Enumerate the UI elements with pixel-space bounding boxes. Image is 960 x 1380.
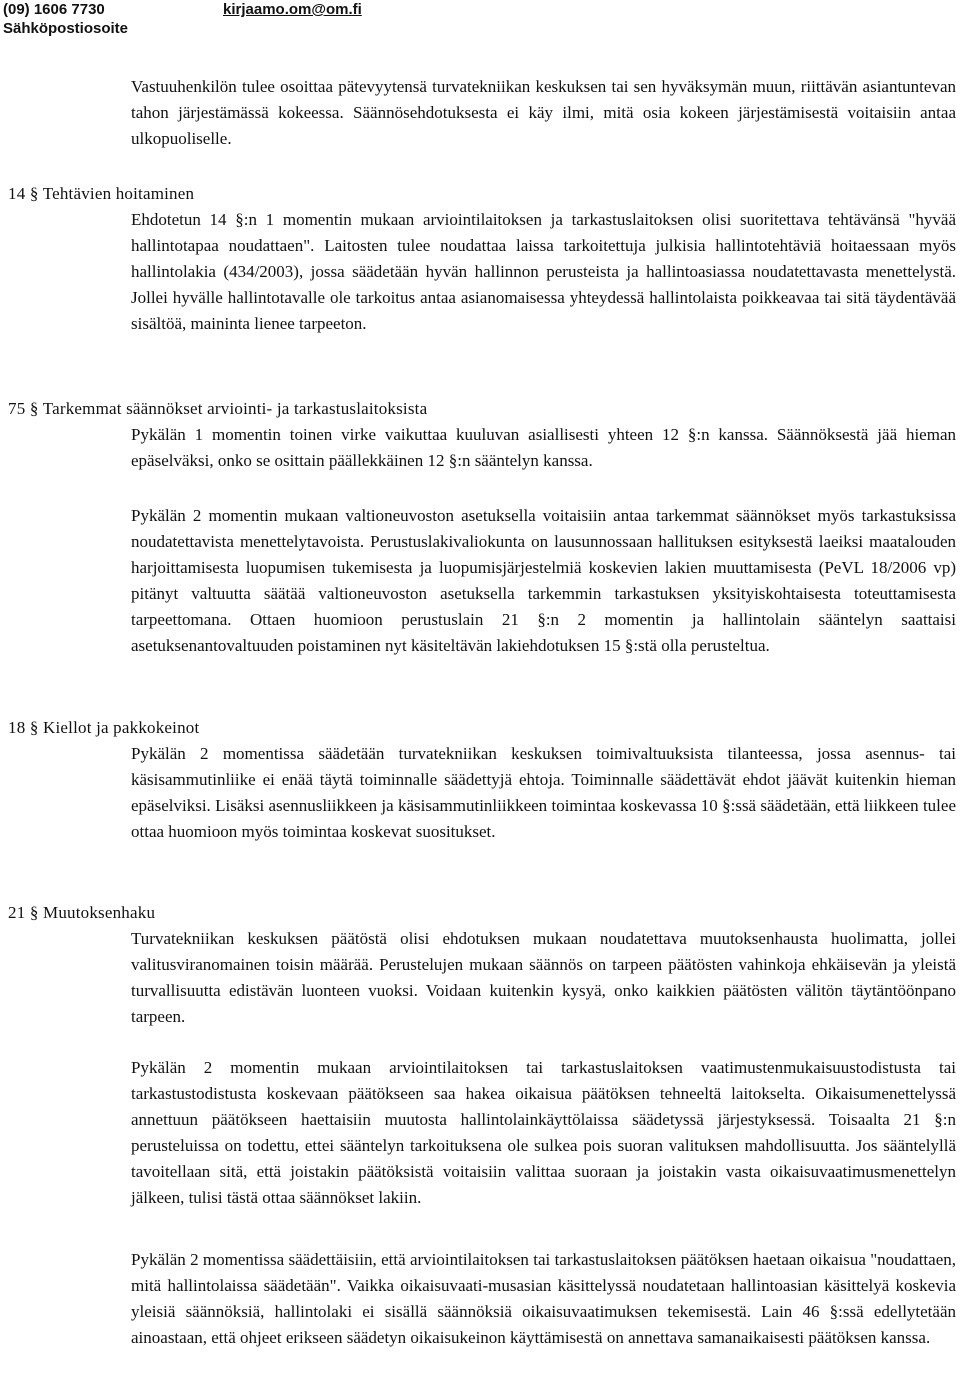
section-21-paragraph-3: Pykälän 2 momentissa säädettäisiin, että arviointilaitoksen tai tarkastuslaitoksen päätöksen haetaan oikaisua "noudattaen, mitä hallintolaissa säädetään". Vaikka oikaisuvaati-musasian käsittelyssä noudatetaan hallintoasian käsittelyä koskevia yleisiä säännöksiä, hallintolaki ei sisällä säännöksiä oikaisuvaatimuksen tekemisestä. Lain 46 §:ssä edellytetään ainoastaan, että ohjeet erikseen säädetyn oikaisukeinon käyttämisestä on annettava samanaikaisesti päätöksen kanssa. bbox=[131, 1250, 956, 1347]
header-row bbox=[0, 0, 960, 19]
section-21-heading: 21 § Muutoksenhaku bbox=[8, 903, 156, 922]
section-21-paragraph-2: Pykälän 2 momentin mukaan arviointilaitoksen tai tarkastuslaitoksen vaatimustenmukaisuustodistusta tai tarkastustodistusta koskevaan päätökseen saa hakea oikaisua päätöksen tehneeltä laitokselta. Oikaisumenettelyssä annettuun päätökseen haettaisiin muutosta hallintolainkäyttölaissa säädetyssä järjestyksessä. Toisaalta 21 §:n perusteluissa on todettu, ettei sääntelyn tarkoituksena ole sulkea pois suoran valituksen mahdollisuutta. Jos sääntelyllä tavoitellaan sitä, että joistakin päätöksistä voitaisiin valittaa suoraan ja joistakin vasta oikaisuvaatimusmenettelyn jälkeen, tulisi tästä ottaa säännökset lakiin. bbox=[131, 1058, 956, 1207]
section-14-heading: 14 § Tehtävien hoitaminen bbox=[8, 184, 195, 203]
intro-paragraph: Vastuuhenkilön tulee osoittaa pätevyytensä turvatekniikan keskuksen tai sen hyväksymän muun, riittävän asiantuntevan tahon järjestämässä kokeessa. Säännösehdotuksesta ei käy ilmi, mitä osia kokeen järjestämisestä voitaisiin antaa ulkopuoliselle. bbox=[131, 77, 956, 148]
phone-number: (09) 1606 7730 bbox=[3, 1, 105, 18]
email-link[interactable]: kirjaamo.om@om.fi bbox=[223, 1, 362, 18]
section-15-paragraph-2: Pykälän 2 momentin mukaan valtioneuvoston asetuksella voitaisiin antaa tarkemmat säännökset myös tarkastuksissa noudatettavista menettelytavoista. Perustuslakivaliokunta on lausunnossaan hallituksen esityksestä laeiksi maatalouden harjoittamisesta luopumisen tukemisesta ja luopumisjärjestelmiä koskevien lakien muuttamisesta (PeVL 18/2006 vp) pitänyt valtuutta säätää valtioneuvoston asetuksella tarkemmin tarkastuksen yksityiskohtaisesta toteuttamisesta tarpeettomana. Ottaen huomioon perustuslain 21 §:n 2 momentin ja hallintolain sääntelyn saattaisi asetuksenantovaltuuden poistaminen nyt käsiteltävän lakiehdotuksen 15 §:stä olla perusteltua. bbox=[131, 506, 956, 655]
section-18-heading: 18 § Kiellot ja pakkokeinot bbox=[8, 718, 200, 737]
section-15-paragraph-1: Pykälän 1 momentin toinen virke vaikuttaa kuuluvan asiallisesti yhteen 12 §:n kanssa. Säännöksestä jää hieman epäselväksi, onko se osittain päällekkäinen 12 §:n sääntelyn kanssa. bbox=[131, 425, 956, 470]
email-label: Sähköpostiosoite bbox=[3, 20, 129, 37]
section-14-paragraph: Ehdotetun 14 §:n 1 momentin mukaan arviointilaitoksen ja tarkastuslaitoksen olisi suoritettava tehtävänsä "hyvää hallintotapaa noudattaen". Laitosten tulee noudattaa laissa tarkoitettuja julkisia hallintotehtäviä hoitaessaan myös hallintolakia (434/2003), jossa säädetään hyvän hallinnon perusteista ja hallintoasiassa noudatettavasta menettelystä. Jollei hyvälle hallintotavalle ole tarkoitus antaa asianomaisessa yhteydessä hallintolaista poikkeavaa tai sitä täydentävää sisältöä, maininta lienee tarpeeton. bbox=[131, 210, 956, 333]
section-15-heading: 75 § Tarkemmat säännökset arviointi- ja tarkastuslaitoksista bbox=[8, 399, 428, 418]
page-header bbox=[0, 0, 960, 38]
section-21-paragraph-1: Turvatekniikan keskuksen päätöstä olisi ehdotuksen mukaan noudatettava muutoksenhausta huolimatta, jollei valitusviranomainen toisin määrää. Perustelujen mukaan säännös on tarpeen päätösten vahinkoja ehkäisevän ja yleistä turvallisuutta edistävän luonteen vuoksi. Voidaan kuitenkin kysyä, onko kaikkien päätösten välitön täytäntöönpano tarpeen. bbox=[131, 929, 956, 1026]
section-18-paragraph: Pykälän 2 momentissa säädetään turvatekniikan keskuksen toimivaltuuksista tilanteessa, jossa asennus- tai käsisammutinliike ei enää täytä toiminnalle säädettyjä ehtoja. Toiminnalle säädettävät ehdot jäävät kuitenkin hieman epäselviksi. Lisäksi asennusliikkeen ja käsisammutinliikkeen toimintaa koskevassa 10 §:ssä säädetään, että liikkeen tulee ottaa huomioon myös toimintaa koskevat suositukset. bbox=[131, 744, 956, 841]
